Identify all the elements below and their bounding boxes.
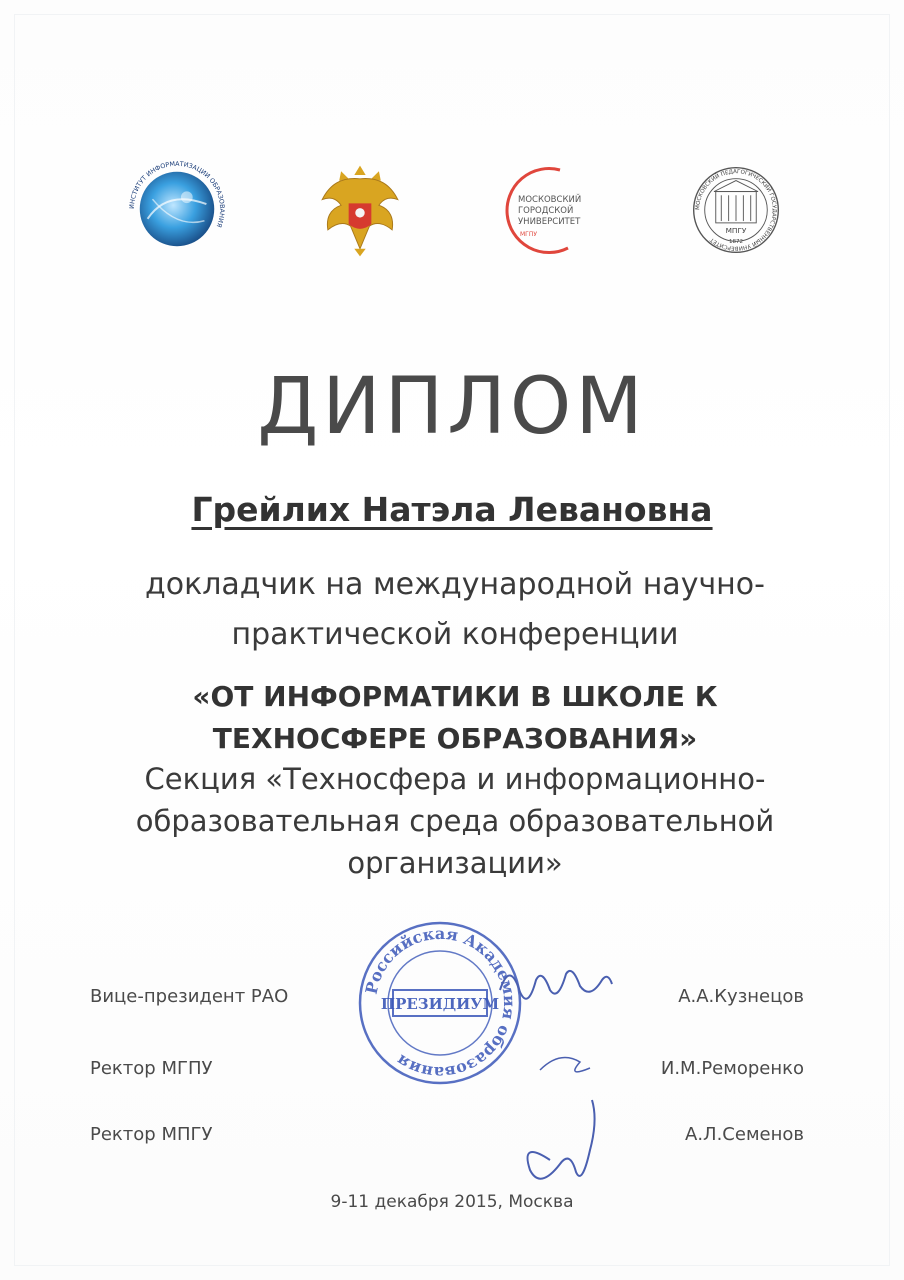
signatory-name: А.А.Кузнецов [678, 986, 804, 1007]
mgu-line1: МОСКОВСКИЙ [518, 195, 582, 205]
signatory-row [0, 1058, 904, 1088]
conference-title [60, 676, 850, 760]
conference-line1: «ОТ ИНФОРМАТИКИ В ШКОЛЕ К [192, 680, 718, 713]
mgpu-year: 1872 [728, 239, 744, 246]
signatory-role: Ректор МПГУ [90, 1124, 213, 1145]
signatory-name: И.М.Реморенко [660, 1058, 804, 1079]
mgu-line2: ГОРОДСКОЙ [518, 206, 574, 216]
signatory-row [0, 1124, 904, 1154]
signatory-row [0, 986, 904, 1016]
section-line3: организации» [347, 846, 563, 880]
ini-logo [128, 160, 226, 258]
mgpu-arc-text: МОСКОВСКИЙ ПЕДАГОГИЧЕСКИЙ ГОСУДАРСТВЕННЫЙ УНИВЕРСИТЕТ [695, 169, 777, 251]
section-line1: Секция «Техносфера и информационно- [144, 762, 766, 796]
conference-line2: ТЕХНОСФЕРЕ ОБРАЗОВАНИЯ» [212, 722, 698, 755]
recipient-name-row [0, 490, 904, 529]
description-line2: практической конференции [231, 617, 679, 652]
logos-row [0, 150, 904, 270]
mgpu-label: МПГУ [725, 226, 747, 235]
signatory-role: Ректор МГПУ [90, 1058, 213, 1079]
mgu-line4: МГПУ [520, 231, 538, 238]
section-line2: образовательная среда образовательной [135, 804, 775, 838]
mgpu-logo [690, 164, 782, 256]
description [60, 560, 850, 660]
signatory-name: А.Л.Семенов [685, 1124, 804, 1145]
ini-logo-text: ИНСТИТУТ ИНФОРМАТИЗАЦИИ ОБРАЗОВАНИЯ [128, 160, 226, 229]
stamp-ring-text: Российская Академия образования [361, 923, 520, 1083]
description-line1: докладчик на международной научно- [145, 567, 765, 602]
stamp-center-text: ПРЕЗИДИУМ [380, 995, 500, 1013]
coat-of-arms-icon [312, 158, 408, 262]
signatory-role: Вице-президент РАО [90, 986, 289, 1007]
section-title [50, 758, 860, 884]
mgu-logo [498, 162, 608, 258]
date-place: 9-11 декабря 2015, Москва [330, 1192, 574, 1212]
recipient-name: Грейлих Натэла Левановна [191, 490, 713, 529]
mgu-line3: УНИВЕРСИТЕТ [518, 217, 581, 227]
diploma-title: ДИПЛОМ [257, 362, 647, 452]
